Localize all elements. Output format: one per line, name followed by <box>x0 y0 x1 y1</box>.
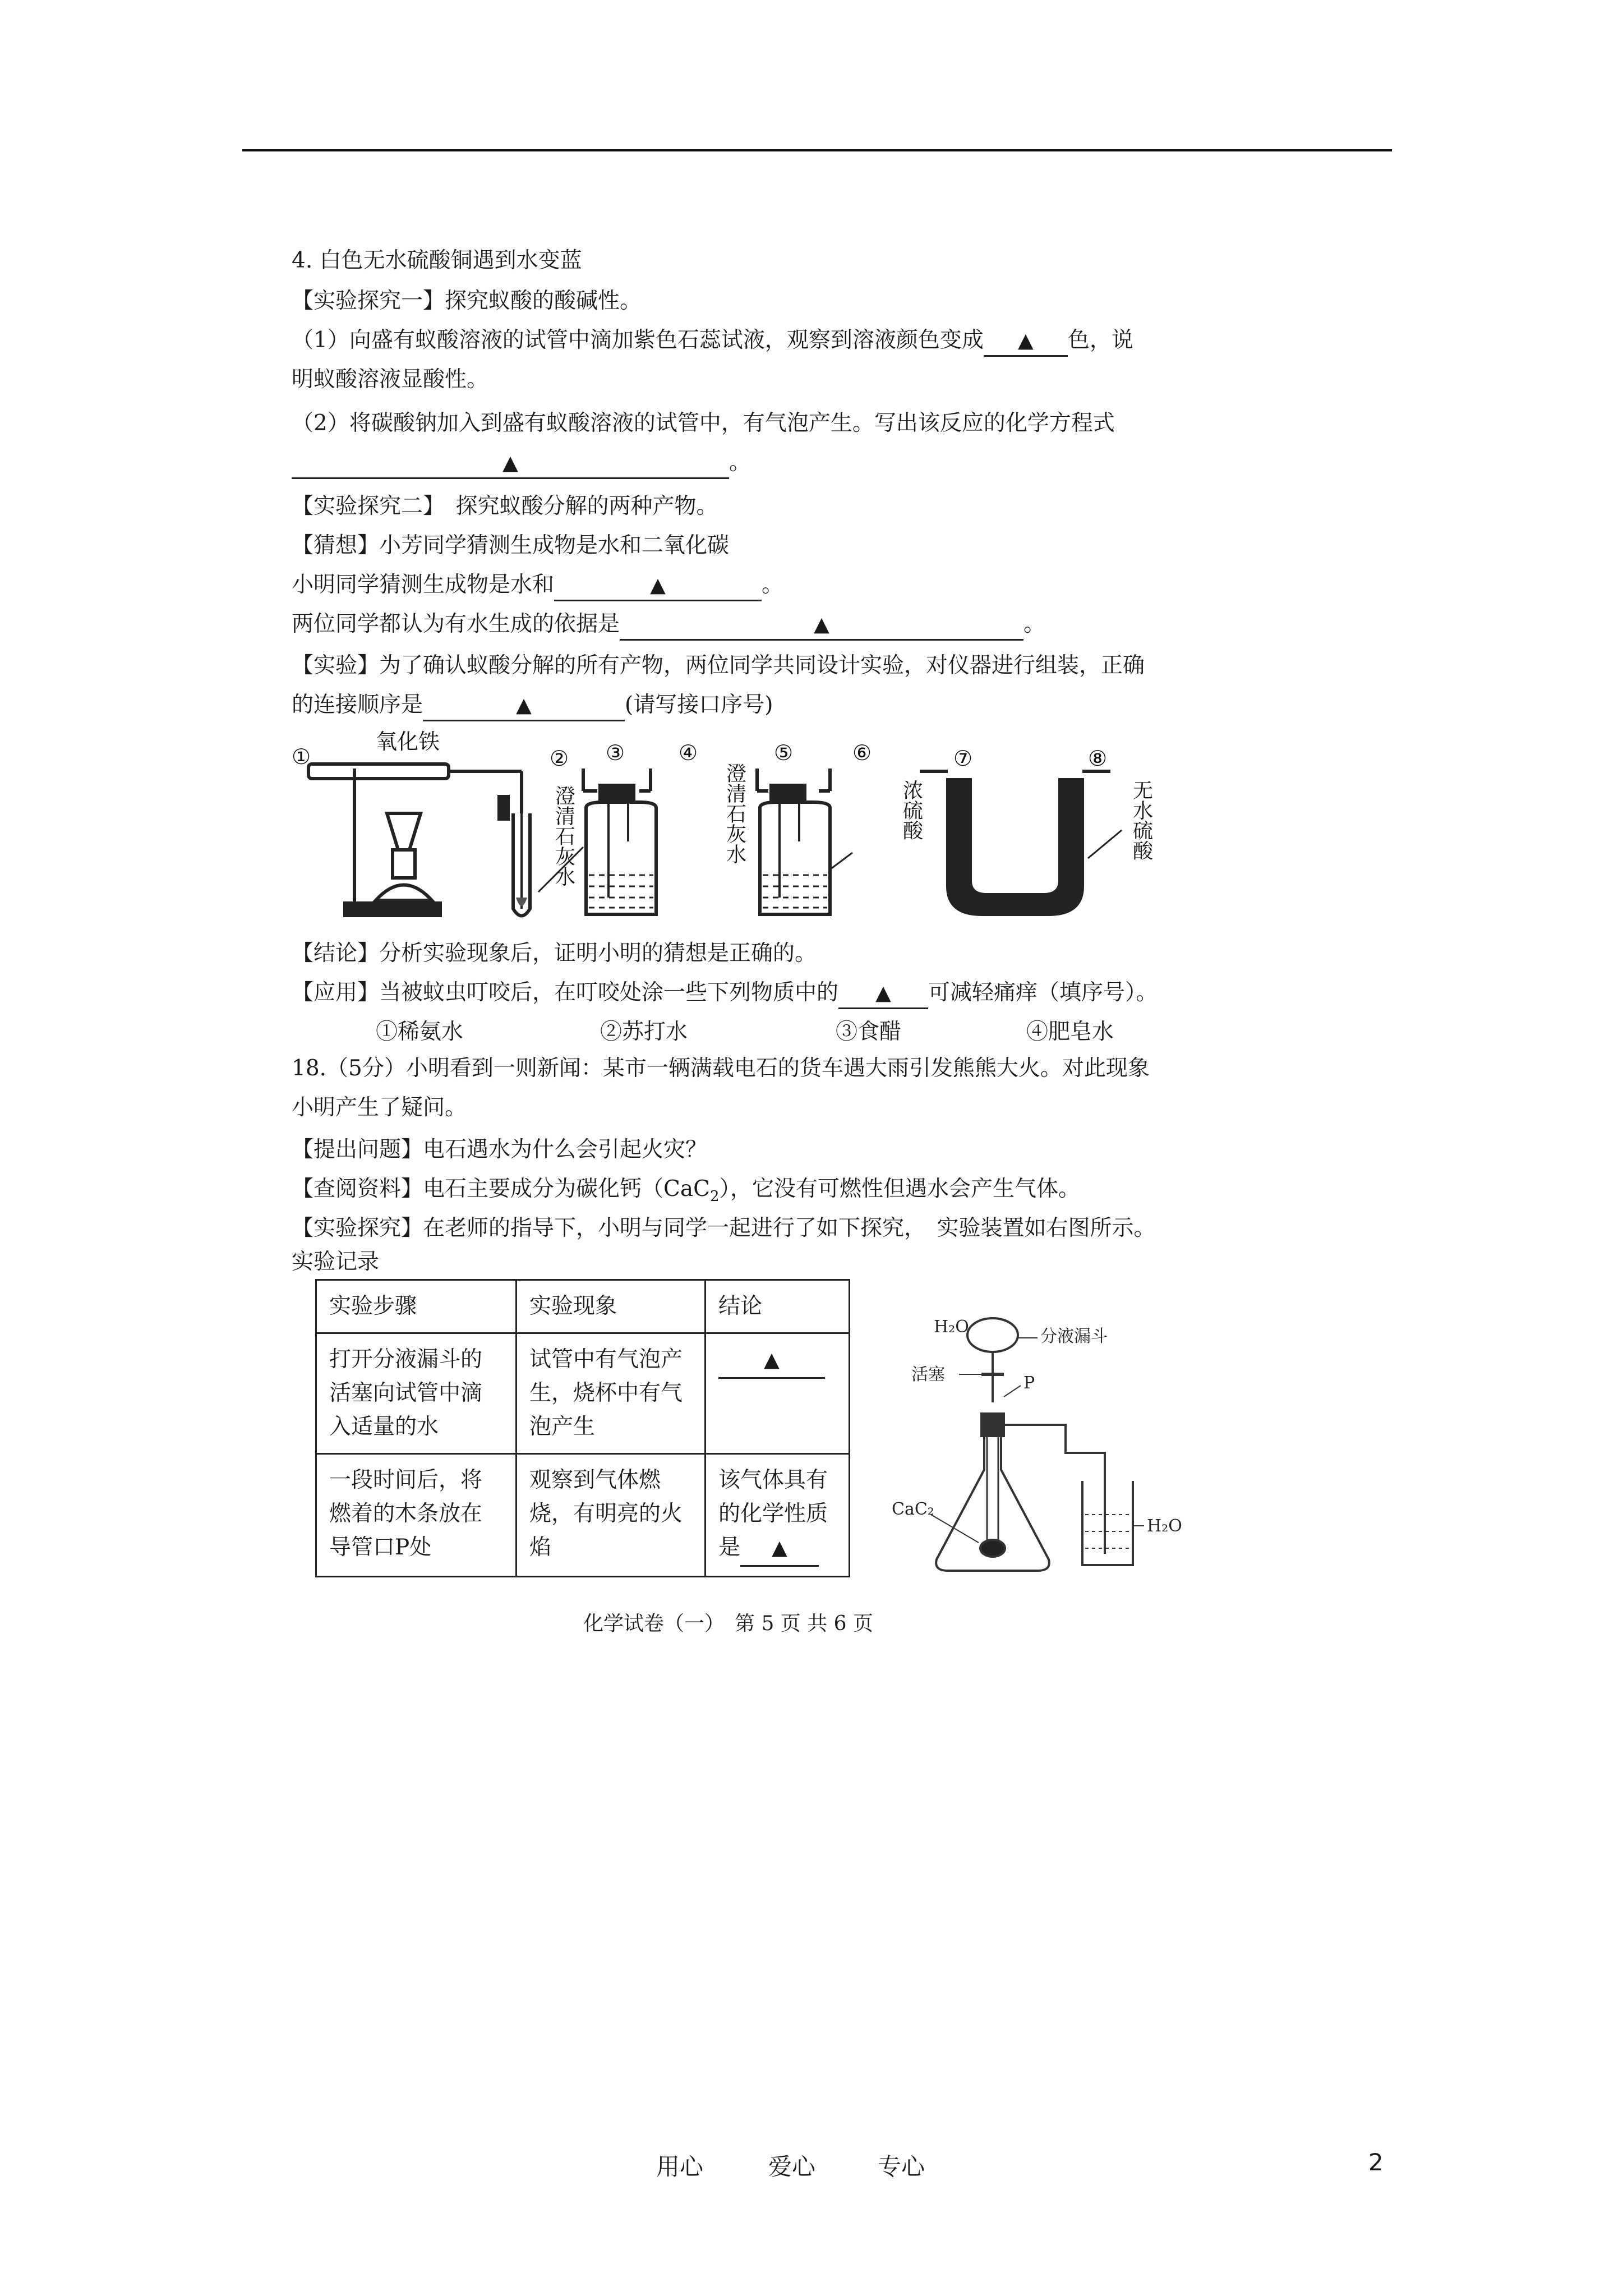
explore1-p1 <box>292 326 1133 357</box>
q18-record: 实验记录 <box>292 1249 380 1274</box>
table-header: 实验步骤 <box>316 1280 517 1333</box>
period: 。 <box>762 572 784 597</box>
apparatus-figure <box>292 729 1211 937</box>
port-3: ③ <box>606 740 625 765</box>
basis-text: 两位同学都认为有水生成的依据是 <box>292 611 620 637</box>
explore1-p2: （2）将碳酸钠加入到盛有蚁酸溶液的试管中，有气泡产生。写出该反应的化学方程式 <box>292 411 1115 436</box>
answer-blank-equation[interactable] <box>292 449 729 479</box>
application-hint: 可减轻痛痒（填序号）。 <box>928 980 1158 1005</box>
q4-line: 4. 白色无水硫酸铜遇到水变蓝 <box>292 248 582 273</box>
blank-mark: ▲ <box>502 452 518 475</box>
table-cell-answer <box>706 1333 850 1454</box>
guess2-text: 小明同学猜测生成物是水和 <box>292 572 555 597</box>
explore2-title: 【实验探究二】 探究蚁酸分解的两种产物。 <box>292 494 718 519</box>
answer-blank-conclusion-1[interactable] <box>718 1343 825 1379</box>
q18-line1: 18.（5分）小明看到一则新闻：某市一辆满载电石的货车遇大雨引发熊熊大火。对此现象 <box>292 1056 1150 1081</box>
info-text: 【查阅资料】电石主要成分为碳化钙（CaC <box>292 1176 710 1202</box>
blank-mark: ▲ <box>772 1536 787 1559</box>
info-subscript: 2 <box>709 1188 720 1205</box>
liquid-1 <box>589 875 653 908</box>
option-2: ②苏打水 <box>600 1019 688 1045</box>
basis <box>292 610 1045 641</box>
label-cac2: CaC₂ <box>892 1499 934 1519</box>
port-6: ⑥ <box>852 740 872 765</box>
table-header-row <box>316 1280 850 1333</box>
q18-line2: 小明产生了疑问。 <box>292 1095 467 1120</box>
header-rule <box>242 149 1392 151</box>
info-text-tail: ），它没有可燃性但遇水会产生气体。 <box>719 1176 1080 1202</box>
table-cell: 观察到气体燃烧，有明亮的火焰 <box>517 1454 706 1577</box>
explore1-p2-answer <box>292 449 751 479</box>
port-7: ⑦ <box>953 746 973 771</box>
q18-explore: 【实验探究】在老师的指导下，小明与同学一起进行了如下探究， 实验装置如右图所示。 <box>292 1216 1156 1241</box>
period: 。 <box>729 450 751 475</box>
application-options <box>376 1018 1114 1046</box>
answer-blank-product[interactable] <box>554 571 762 601</box>
table-cell-answer <box>706 1454 850 1577</box>
port-2: ② <box>550 746 569 771</box>
table-cell: 试管中有气泡产生，烧杯中有气泡产生 <box>517 1333 706 1454</box>
experiment-line2 <box>292 691 773 721</box>
label-h2o-right: H₂O <box>1147 1516 1182 1536</box>
blank-mark: ▲ <box>1017 329 1034 352</box>
label-anhydrous: 无水硫酸 <box>1129 780 1153 861</box>
q18-info <box>292 1175 1080 1211</box>
experiment-line1: 【实验】为了确认蚁酸分解的所有产物，两位同学共同设计实验，对仪器进行组装，正确 <box>292 653 1145 678</box>
combustion-tube <box>308 764 449 779</box>
delivery-tube <box>1001 1425 1105 1475</box>
beaker <box>1082 1481 1133 1565</box>
explore1-p1-text: （1）向盛有蚁酸溶液的试管中滴加紫色石蕊试液，观察到溶液颜色变成 <box>292 328 984 353</box>
option-3: ③食醋 <box>836 1019 902 1045</box>
port-5: ⑤ <box>774 740 794 765</box>
footer-motto-3: 专心 <box>878 2153 925 2180</box>
option-1: ①稀氨水 <box>376 1019 464 1045</box>
port-8: ⑧ <box>1088 746 1108 771</box>
stopper <box>981 1414 1004 1436</box>
separatory-funnel <box>967 1318 1018 1352</box>
answer-blank-color[interactable] <box>984 326 1068 357</box>
blank-mark: ▲ <box>650 574 666 597</box>
label-conc-acid: 浓硫酸 <box>900 780 923 840</box>
blank-mark: ▲ <box>814 613 829 636</box>
explore1-title: 【实验探究一】探究蚁酸的酸碱性。 <box>292 288 642 314</box>
flask-figure <box>880 1301 1211 1593</box>
stand-base <box>345 903 440 915</box>
table-row <box>316 1333 850 1454</box>
answer-blank-basis[interactable] <box>620 610 1023 641</box>
label-limewater-1: 澄清石灰水 <box>552 785 575 886</box>
answer-blank-conclusion-2[interactable] <box>740 1531 819 1567</box>
label-funnel: 分液漏斗 <box>1040 1327 1108 1346</box>
q18-question: 【提出问题】电石遇水为什么会引起火灾？ <box>292 1137 708 1162</box>
experiment-text: 的连接顺序是 <box>292 692 423 717</box>
experiment-hint: (请写接口序号) <box>625 692 773 717</box>
answer-blank-order[interactable] <box>423 691 625 721</box>
blank-mark: ▲ <box>875 982 891 1005</box>
label-valve: 活塞 <box>911 1365 945 1384</box>
label-iron-oxide: 氧化铁 <box>376 729 440 754</box>
u-tube <box>948 780 1082 914</box>
exam-footer: 化学试卷（一） 第 5 页 共 6 页 <box>583 1612 874 1635</box>
label-h2o-top: H₂O <box>934 1317 969 1337</box>
cac2-solid <box>980 1540 1005 1557</box>
application-text: 【应用】当被蚊虫叮咬后，在叮咬处涂一些下列物质中的 <box>292 980 839 1005</box>
table-cell-text: 该气体具有的化学性质是 <box>718 1467 828 1560</box>
label-limewater-2: 澄清石灰水 <box>723 763 746 864</box>
explore1-p1-tail: 色，说 <box>1067 328 1133 353</box>
page-number: 2 <box>1368 2148 1384 2176</box>
footer-motto-1: 用心 <box>656 2153 704 2180</box>
table-cell: 打开分液漏斗的活塞向试管中滴入适量的水 <box>316 1333 517 1454</box>
blank-mark: ▲ <box>516 694 532 717</box>
liquid-2 <box>763 875 827 908</box>
explore1-p1-cont: 明蚁酸溶液显酸性。 <box>292 367 489 392</box>
application <box>292 979 1158 1009</box>
table-header: 实验现象 <box>517 1280 706 1333</box>
table-header: 结论 <box>706 1280 850 1333</box>
port-1: ① <box>292 744 311 769</box>
alcohol-lamp <box>376 885 432 901</box>
label-p: P <box>1023 1373 1035 1393</box>
table-row <box>316 1454 850 1577</box>
period: 。 <box>1023 611 1046 637</box>
guess2 <box>292 571 783 601</box>
experiment-table <box>315 1279 850 1577</box>
guess1: 【猜想】小芳同学猜测生成物是水和二氧化碳 <box>292 533 730 558</box>
conclusion: 【结论】分析实验现象后，证明小明的猜想是正确的。 <box>292 941 817 966</box>
blank-mark: ▲ <box>764 1349 780 1372</box>
table-cell: 一段时间后，将燃着的木条放在导管口P处 <box>316 1454 517 1577</box>
option-4: ④肥皂水 <box>1026 1019 1114 1045</box>
answer-blank-application[interactable] <box>838 979 928 1009</box>
footer-motto-2: 爱心 <box>768 2153 816 2180</box>
scanned-page <box>292 236 1211 1672</box>
port-4: ④ <box>679 740 698 765</box>
